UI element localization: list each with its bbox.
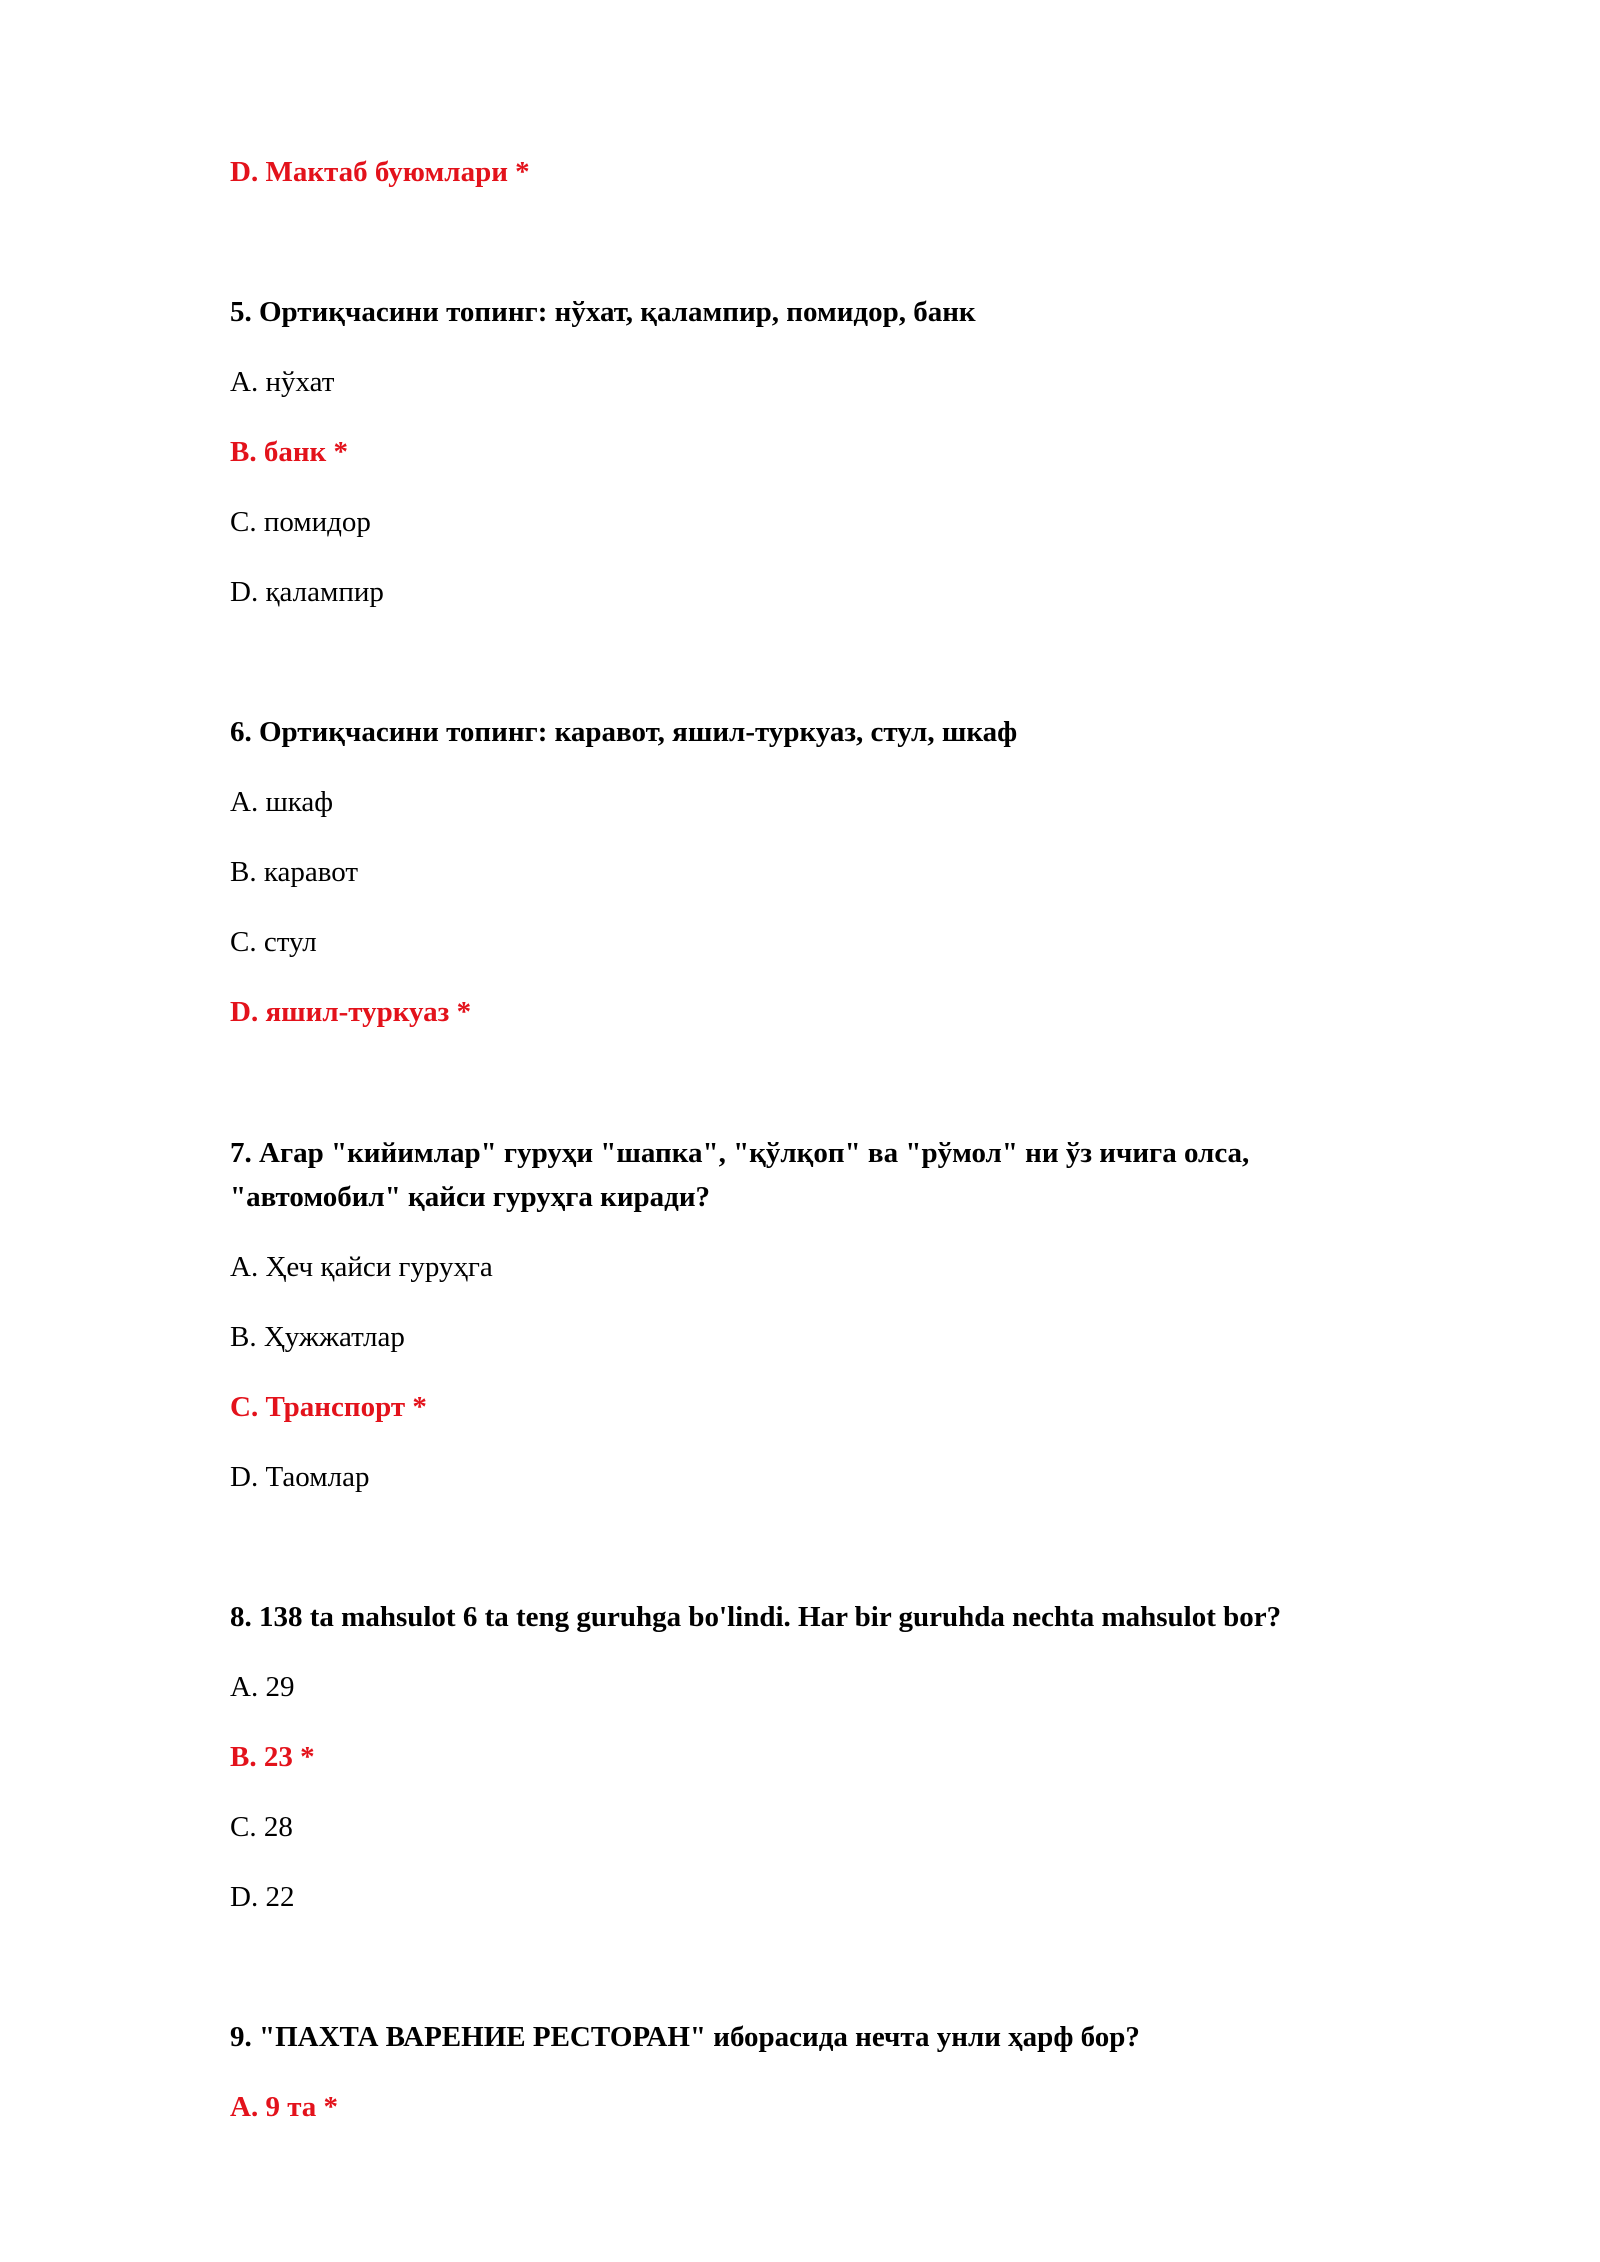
question-5-text: 5. Ортиқчасини топинг: нўхат, қалампир, помидор, банк (230, 296, 976, 328)
answer-option-correct: B. банк * (230, 436, 349, 468)
answer-option: A. Ҳеч қайси гуруҳга (230, 1251, 493, 1283)
answer-option-correct: A. 9 та * (230, 2091, 339, 2123)
answer-option: D. Таомлар (230, 1461, 370, 1493)
answer-option: A. шкаф (230, 786, 334, 818)
question-6-text: 6. Ортиқчасини топинг: каравот, яшил-туркуаз, стул, шкаф (230, 716, 1018, 748)
answer-option: A. нўхат (230, 366, 335, 398)
answer-option-correct: D. яшил-туркуаз * (230, 996, 472, 1028)
answer-option-correct: C. Транспорт * (230, 1391, 427, 1423)
answer-option: C. помидор (230, 506, 371, 538)
answer-option: D. 22 (230, 1881, 295, 1913)
answer-option: B. каравот (230, 856, 359, 888)
answer-option: C. 28 (230, 1811, 293, 1843)
question-7-text-continued: "автомобил" қайси гуруҳга киради? (230, 1181, 711, 1213)
answer-option: D. қалампир (230, 576, 384, 608)
answer-option: C. стул (230, 926, 317, 958)
question-7-text: 7. Агар "кийимлар" гуруҳи "шапка", "қўлқоп" ва "рўмол" ни ўз ичига олса, (230, 1137, 1250, 1169)
question-8-text: 8. 138 ta mahsulot 6 ta teng guruhga bo'lindi. Har bir guruhda nechta mahsulot bor? (230, 1601, 1282, 1633)
answer-option-correct: D. Мактаб буюмлари * (230, 156, 530, 188)
answer-option-correct: B. 23 * (230, 1741, 315, 1773)
answer-option: A. 29 (230, 1671, 295, 1703)
question-9-text: 9. "ПАХТА ВАРЕНИЕ РЕСТОРАН" иборасида нечта унли ҳарф бор? (230, 2021, 1140, 2053)
answer-option: B. Ҳужжатлар (230, 1321, 405, 1353)
